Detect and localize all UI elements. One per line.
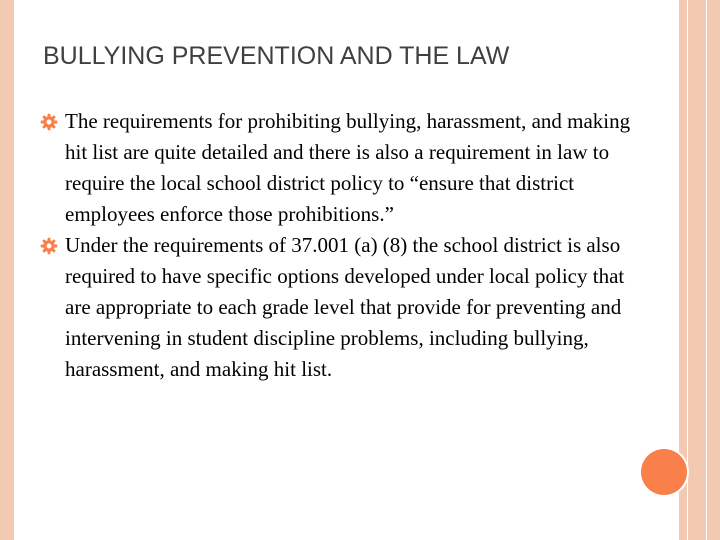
- bullet-item: [40, 230, 640, 385]
- bullet-item: [40, 106, 640, 230]
- bullet-list: [40, 106, 640, 385]
- bullet-text: Under the requirements of 37.001 (a) (8) the school district is also required to have specific options developed under local policy that are appropriate to each grade level that provide for preventing and intervening in student discipline problems, including bullying, harassment, and making hit list.: [65, 233, 625, 381]
- border-stripe: [687, 0, 688, 540]
- bullet-text: The requirements for prohibiting bullying, harassment, and making hit list are quite detailed and there is also a requirement in law to require the local school district policy to “ensure that district employees enforce those prohibitions.”: [65, 109, 631, 226]
- slide-title: BULLYING PREVENTION AND THE LAW: [43, 42, 510, 70]
- border-stripe: [706, 0, 707, 540]
- decorative-circle: [641, 449, 687, 495]
- gear-bullet-icon: [40, 113, 58, 131]
- gear-bullet-icon: [40, 237, 58, 255]
